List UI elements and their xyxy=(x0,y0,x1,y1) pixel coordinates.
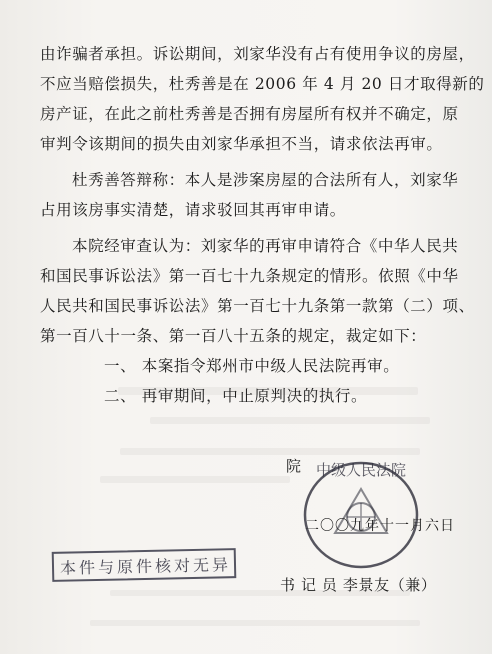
body-line-8: 和国民事诉讼法》第一百七十九条规定的情形。依照《中华 xyxy=(40,267,459,285)
body-line-6: 占用该房事实清楚，请求驳回其再审申请。 xyxy=(40,201,346,219)
body-line-1: 由诈骗者承担。诉讼期间，刘家华没有占有使用争议的房屋， xyxy=(40,45,475,63)
body-line-3: 房产证，在此之前杜秀善是否拥有房屋所有权并不确定，原 xyxy=(40,105,459,123)
copy-certification-text: 本件与原件核对无异 xyxy=(59,555,232,578)
clerk-signature: 书 记 员 李景友（兼） xyxy=(280,576,437,594)
body-line-10: 第一百八十一条、第一百八十五条的规定，裁定如下： xyxy=(40,327,427,345)
body-line-9: 人民共和国民事诉讼法》第一百七十九条第一款第（二）项、 xyxy=(40,297,475,315)
issue-date: 二〇〇九年十一月六日 xyxy=(305,518,455,534)
ruling-item-1: 一、 本案指令郑州市中级人民法院再审。 xyxy=(104,357,400,375)
official-court-seal xyxy=(287,455,435,573)
copy-certification-stamp xyxy=(52,548,237,582)
body-line-4: 审判令该期间的损失由刘家华承担不当，请求依法再审。 xyxy=(40,135,443,153)
ruling-item-2: 二、 再审期间，中止原判决的执行。 xyxy=(104,387,368,405)
seal-text: 中级人民法院 xyxy=(315,461,407,479)
court-name-suffix: 院 xyxy=(286,457,302,475)
body-line-5: 杜秀善答辩称：本人是涉案房屋的合法所有人，刘家华 xyxy=(72,171,459,189)
body-line-7: 本院经审查认为：刘家华的再审申请符合《中华人民共 xyxy=(72,237,459,255)
body-line-2: 不应当赔偿损失，杜秀善是在 2006 年 4 月 20 日才取得新的 xyxy=(40,75,485,93)
